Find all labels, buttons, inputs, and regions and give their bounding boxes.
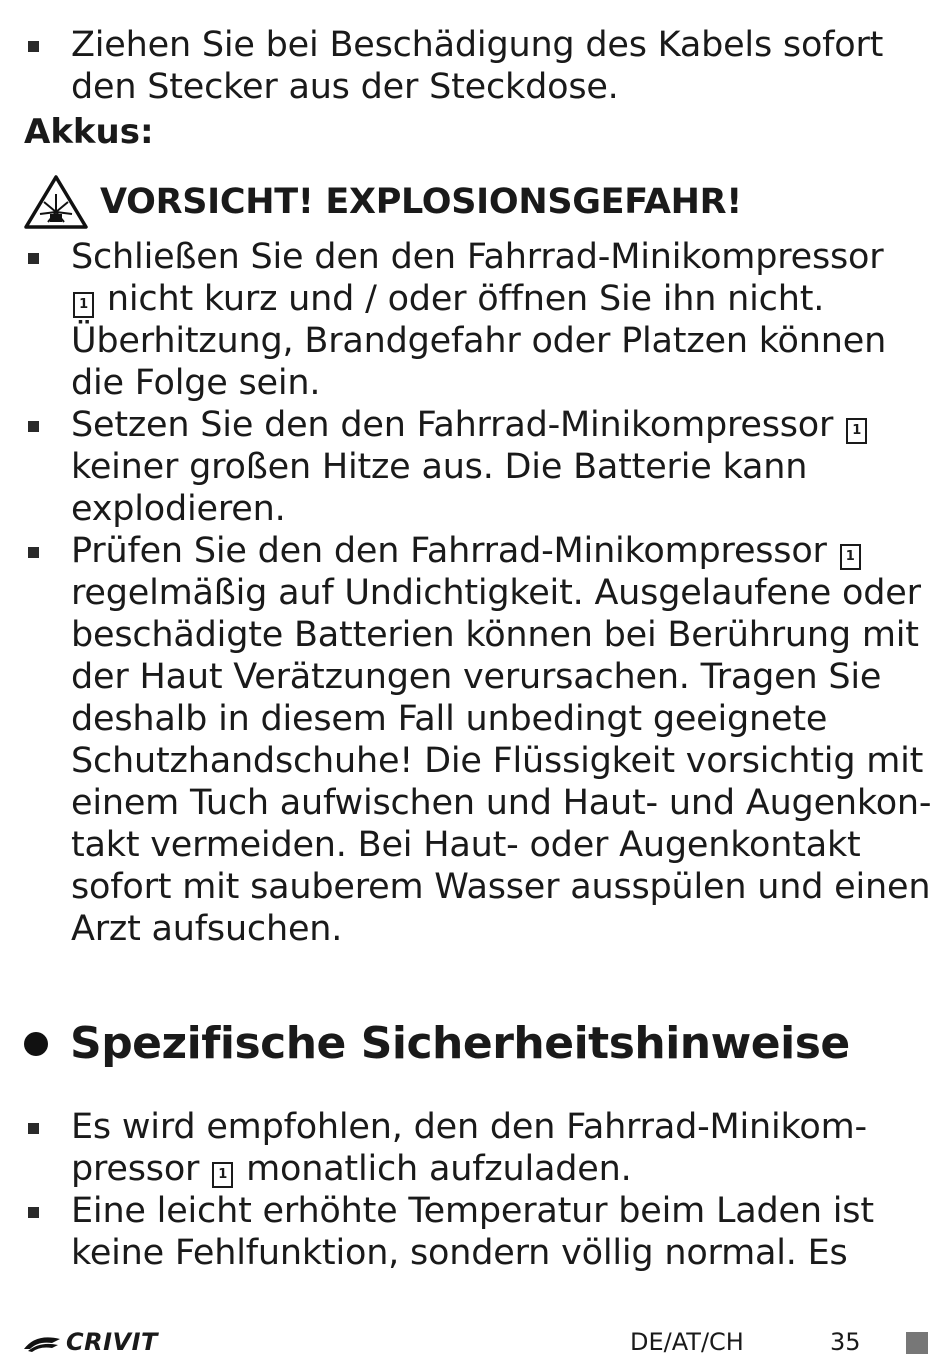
footer-square-icon	[906, 1332, 928, 1354]
bullet-square-icon	[28, 253, 39, 264]
section-title-text: Spezifische Sicherheitshinweise	[70, 1018, 850, 1069]
explosion-warning-icon	[24, 174, 88, 230]
explosion-warning	[24, 172, 742, 232]
item-text: Schließen Sie den den Fahrrad-Minikompressor 1 nicht kurz und / oder öffnen Sie ihn nicht. Überhitzung, Brandgefahr oder Platzen können die Folge sein.	[71, 237, 887, 403]
item-text: Prüfen Sie den den Fahrrad-Minikompressor 1 regelmäßig auf Undichtigkeit. Ausgelaufene oder beschädigte Batterien können bei Berührung mit der Haut Verätzungen verursachen. Tragen Sie deshalb in diesem Fall unbedingt geeignete Schutzhandschuhe! Die Flüssigkeit vorsichtig mit einem Tuch aufwischen und Haut- und Augenkon- takt vermeiden. Bei Haut- oder Augenkontakt sofort mit sauberem Wasser ausspülen und einen Arzt aufsuchen.	[71, 531, 932, 949]
section-dot-icon	[24, 1032, 48, 1056]
bullet-square-icon	[28, 1123, 39, 1134]
brand-logo	[22, 1328, 158, 1356]
page-number: 35	[830, 1328, 861, 1356]
bullet-square-icon	[28, 41, 39, 52]
locale-label: DE/AT/CH	[630, 1328, 744, 1356]
list-item	[24, 1106, 934, 1190]
warning-heading: VORSICHT! EXPLOSIONSGEFAHR!	[100, 182, 742, 222]
crivit-logo-icon	[22, 1331, 62, 1353]
brand-name: CRIVIT	[66, 1328, 158, 1356]
item-text: Setzen Sie den den Fahrrad-Minikompressor 1 keiner großen Hitze aus. Die Batterie kann explodieren.	[71, 404, 934, 530]
item-text: Eine leicht erhöhte Temperatur beim Laden ist keine Fehlfunktion, sondern völlig normal. Es	[71, 1191, 874, 1273]
list-item	[24, 24, 934, 108]
section-title	[24, 1018, 850, 1069]
part-number-ref: 1	[840, 544, 861, 570]
bullet-square-icon	[28, 1207, 39, 1218]
item-text: Es wird empfohlen, den den Fahrrad-Minikom- pressor 1 monatlich aufzuladen.	[71, 1107, 867, 1189]
list-item	[24, 530, 934, 950]
list-item	[24, 1190, 934, 1274]
item-text: Ziehen Sie bei Beschädigung des Kabels sofort den Stecker aus der Steckdose.	[71, 25, 884, 107]
part-number-ref: 1	[846, 418, 867, 444]
part-number-ref: 1	[212, 1162, 233, 1188]
akkus-heading: Akkus:	[24, 112, 154, 152]
part-number-ref: 1	[73, 292, 94, 318]
list-item	[24, 236, 934, 404]
bullet-square-icon	[28, 421, 39, 432]
bullet-square-icon	[28, 547, 39, 558]
list-item	[24, 404, 934, 530]
page-footer	[0, 1322, 950, 1362]
